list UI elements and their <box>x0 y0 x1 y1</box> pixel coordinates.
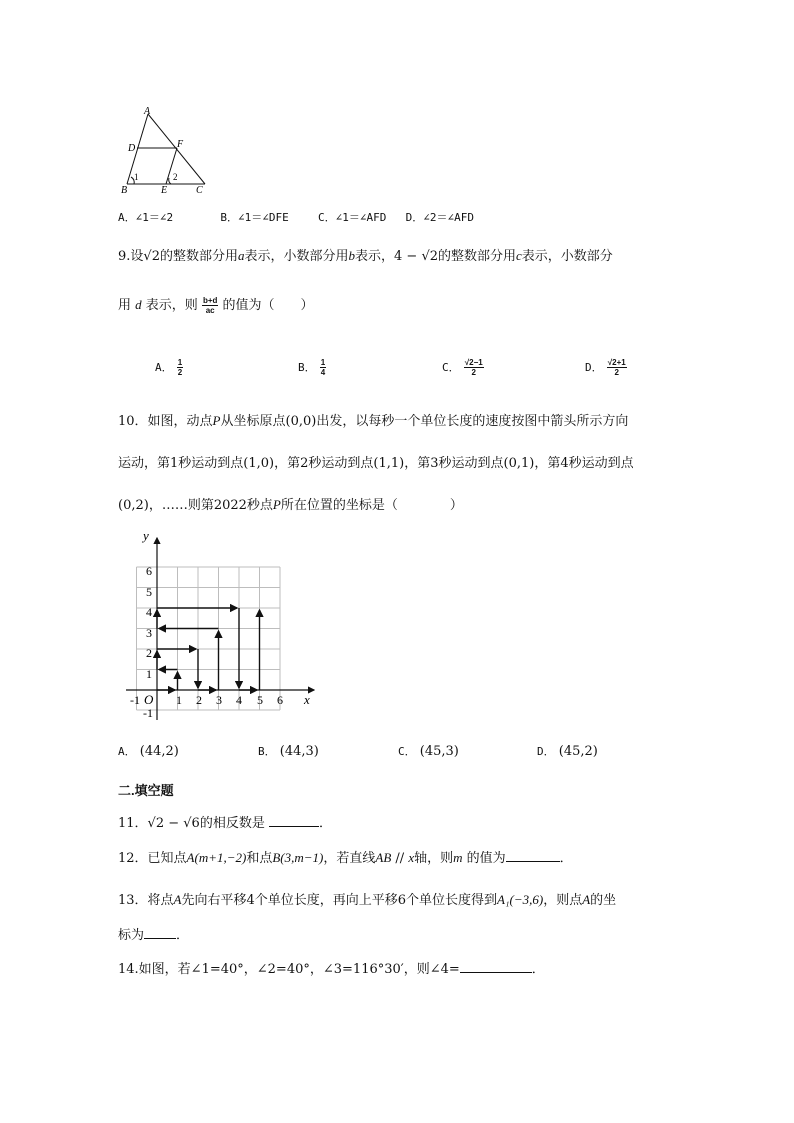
q9-line-2: 用 d 表示，则 $\frac{b+d}{ac}$ 的值为（ ） <box>118 296 314 315</box>
q11-answer-blank[interactable] <box>269 814 319 827</box>
svg-text:2: 2 <box>146 646 152 660</box>
q10-line-2: 运动，第1秒运动到点(1,0)，第2秒运动到点(1,1)，第3秒运动到点(0,1)，第4秒运动到点 <box>118 456 634 471</box>
svg-text:6: 6 <box>277 693 283 707</box>
q10-line-1: 10．如图，动点P从坐标原点(0,0)出发，以每秒一个单位长度的速度按图中箭头所示方向 <box>118 413 629 429</box>
svg-text:5: 5 <box>257 693 263 707</box>
q8-option-a[interactable]: A．∠1＝∠2 <box>118 211 174 224</box>
q10-option-a[interactable]: A． (44,2) <box>118 744 179 759</box>
q12-answer-blank[interactable] <box>506 849 560 862</box>
x-axis-label: x <box>304 692 310 707</box>
q9-option-c[interactable]: C． $\frac{√2-1}{2}$ <box>442 358 483 377</box>
q8-options <box>118 209 474 225</box>
svg-text:-1: -1 <box>143 706 153 720</box>
label-angle-1: 1 <box>134 172 139 182</box>
q13-line-1: 13．将点A先向右平移4个单位长度，再向上平移6个单位长度得到A₁(−3,6)，则点A的坐 <box>118 892 617 908</box>
q9-fraction: $\frac{b+d}{ac}$ <box>202 296 218 315</box>
label-F: F <box>177 139 184 150</box>
q9-option-d[interactable]: D． $\frac{√2+1}{2}$ <box>585 358 626 377</box>
section-title-fill-in: 二.填空题 <box>118 783 174 798</box>
svg-text:3: 3 <box>146 626 152 640</box>
q8-option-c[interactable]: C．∠1＝∠AFD <box>318 211 387 224</box>
q10-option-d[interactable]: D． (45,2) <box>537 744 598 759</box>
q8-option-b[interactable]: B．∠1＝∠DFE <box>220 211 289 224</box>
grid-lines <box>137 567 281 710</box>
y-axis-label: y <box>143 528 149 543</box>
origin-label: O <box>144 692 154 707</box>
label-angle-2: 2 <box>173 172 178 182</box>
q13-answer-blank[interactable] <box>144 926 176 939</box>
label-D: D <box>128 143 136 154</box>
svg-text:5: 5 <box>146 585 152 599</box>
q10-line-3: (0,2)，……则第2022秒点P所在位置的坐标是（ ） <box>118 497 463 513</box>
q9-line-1: 9.设√2的整数部分用a表示，小数部分用b表示，4 − √2的整数部分用c表示，小数部分 <box>118 248 613 264</box>
label-E: E <box>161 185 168 195</box>
label-B: B <box>121 185 128 195</box>
svg-text:-1: -1 <box>130 693 140 707</box>
q11: 11．√2 − √6的相反数是 ． <box>118 816 332 831</box>
svg-text:6: 6 <box>146 564 152 578</box>
q14: 14.如图，若∠1=40°，∠2=40°，∠3=116°30′，则∠4= ． <box>118 962 545 977</box>
q12: 12．已知点A(m+1,−2)和点B(3,m−1)，若直线AB // x轴，则m 的值为 ． <box>118 850 573 866</box>
svg-text:1: 1 <box>176 693 182 707</box>
svg-text:2: 2 <box>196 693 202 707</box>
svg-text:4: 4 <box>236 693 242 707</box>
label-A: A <box>144 106 151 117</box>
svg-text:3: 3 <box>216 693 222 707</box>
q14-answer-blank[interactable] <box>460 960 532 973</box>
angle-2-arc <box>169 178 171 184</box>
svg-text:1: 1 <box>146 667 152 681</box>
q10-option-c[interactable]: C． (45,3) <box>398 744 459 759</box>
q10-option-b[interactable]: B． (44,3) <box>258 744 319 759</box>
q9-option-b[interactable]: B． $\frac{1}{4}$ <box>298 358 326 377</box>
q9-option-a[interactable]: A． $\frac{1}{2}$ <box>155 358 183 377</box>
label-C: C <box>196 185 203 195</box>
svg-text:4: 4 <box>146 605 152 619</box>
coordinate-grid-figure <box>118 526 323 726</box>
triangle-figure <box>115 100 215 195</box>
q8-option-d[interactable]: D．∠2＝∠AFD <box>405 211 474 224</box>
q13-line-2: 标为 ． <box>118 928 190 943</box>
